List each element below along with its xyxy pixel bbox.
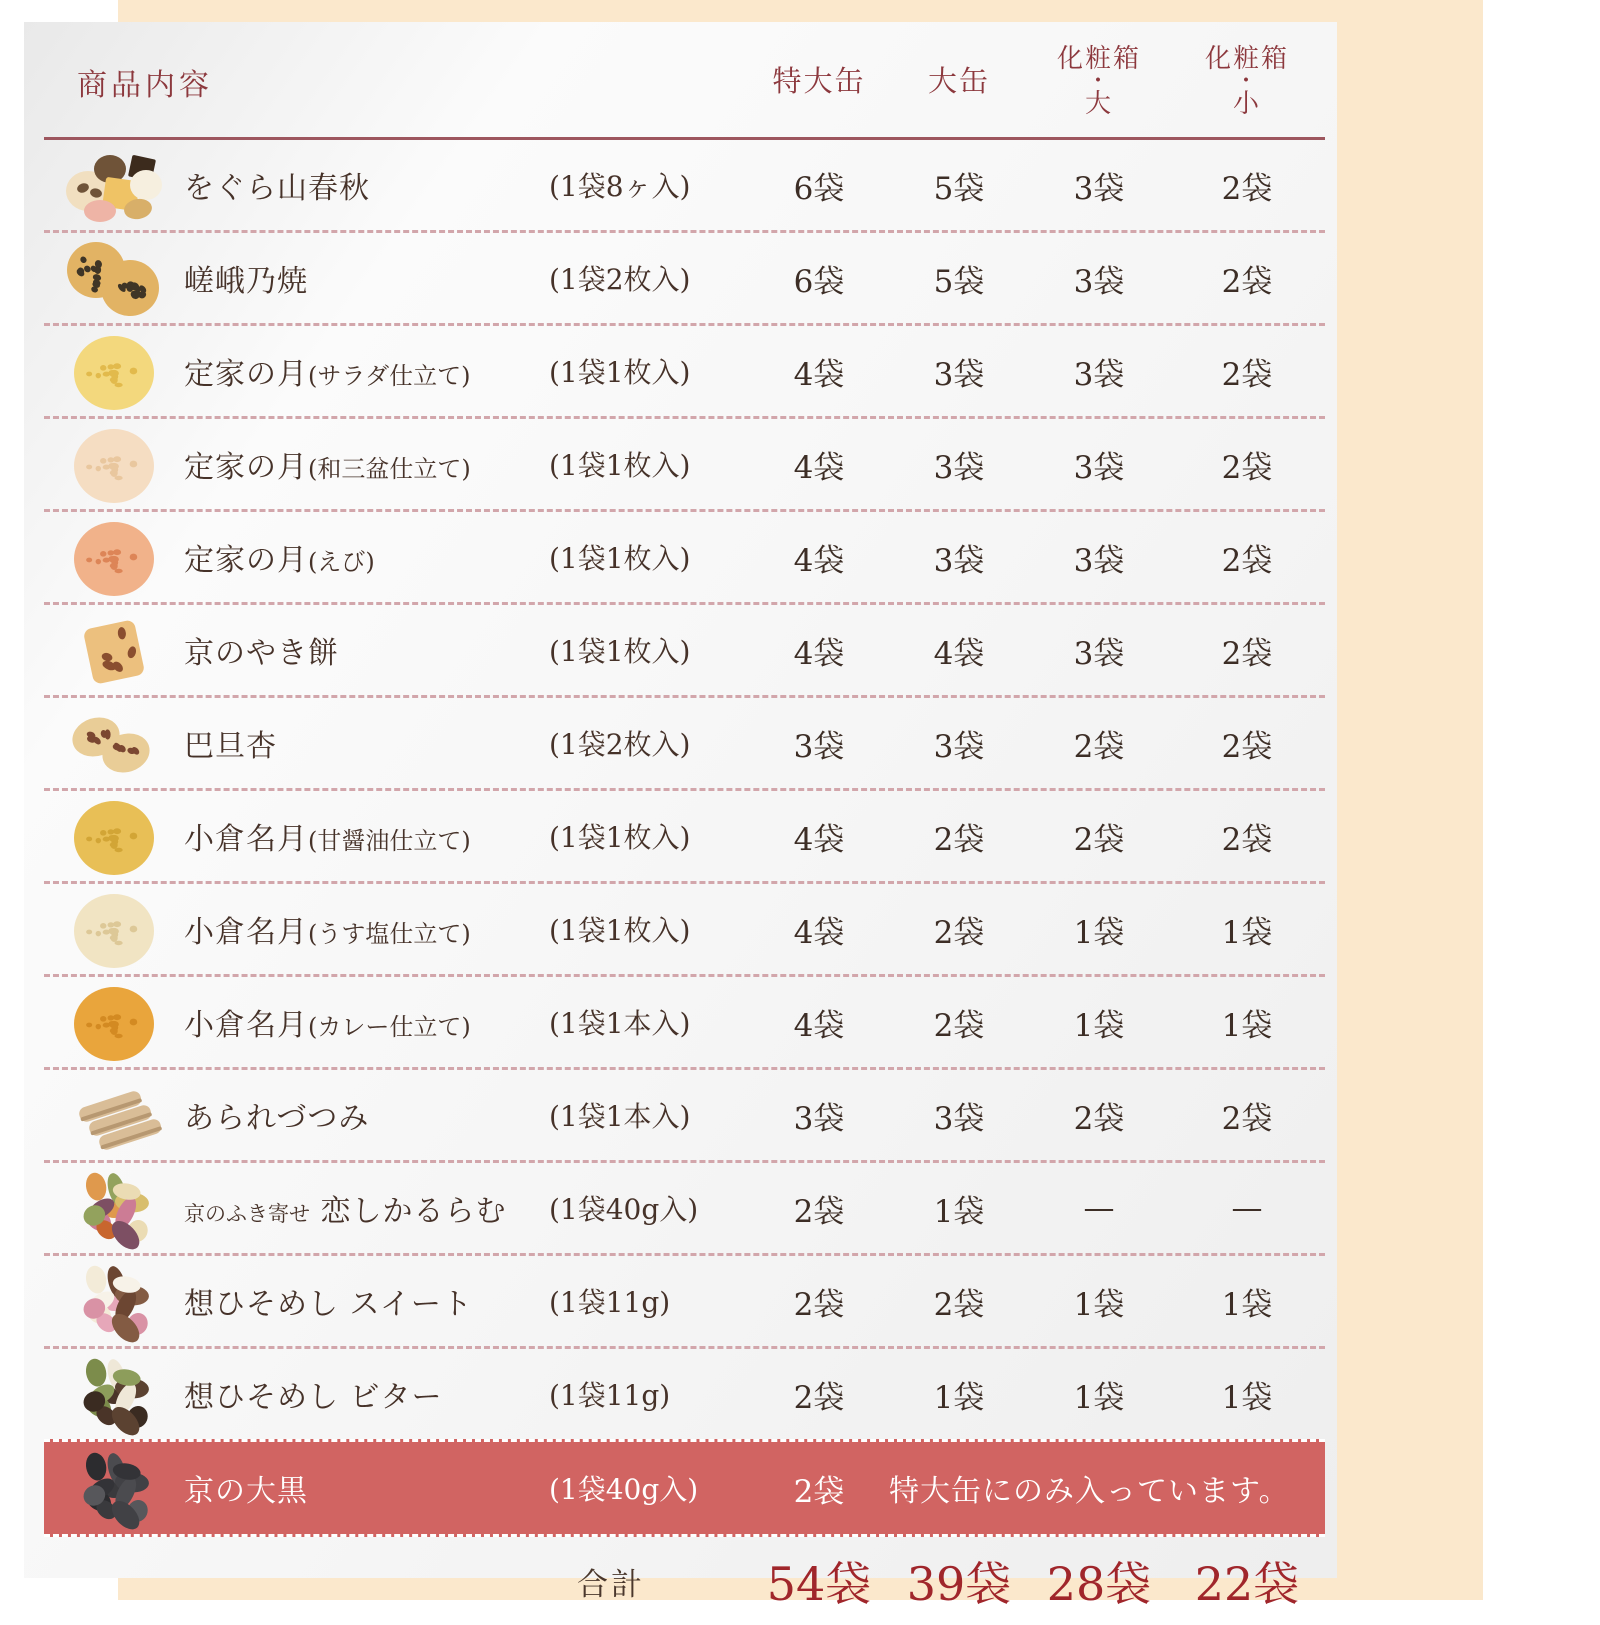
qty-keshobako-dai: 3袋 — [1073, 263, 1125, 300]
omohisomeshi-sweet-photo — [44, 1259, 184, 1343]
product-unit: (1袋1枚入) — [549, 914, 691, 947]
product-name-main: 想ひそめし スイート — [184, 1287, 473, 1322]
qty-daikan: 2袋 — [933, 914, 985, 951]
product-name-suffix: (和三盆仕立て) — [308, 455, 471, 483]
qty-tokudaikan: 3袋 — [793, 1100, 845, 1137]
qty-tokudaikan: 4袋 — [793, 542, 845, 579]
product-unit: (1袋1枚入) — [549, 635, 691, 668]
qty-daikan: 3袋 — [933, 449, 985, 486]
ogura-meigetsu-usushio-photo — [44, 887, 184, 971]
qty-tokudaikan: 2袋 — [793, 1379, 845, 1416]
product-name — [184, 721, 549, 765]
column-header-line1: 化粧箱 — [1204, 43, 1289, 74]
kyo-no-yakimochi-photo — [44, 608, 184, 692]
ogura-meigetsu-curry-photo — [44, 980, 184, 1064]
product-name-main: 京の大黒 — [184, 1474, 308, 1509]
product-unit: (1袋1枚入) — [549, 821, 691, 854]
column-header-2: 大缶 — [927, 64, 990, 99]
qty-tokudaikan: 4袋 — [793, 635, 845, 672]
qty-daikan: 1袋 — [933, 1379, 985, 1416]
column-header-4 — [1169, 43, 1325, 120]
qty-daikan: 3袋 — [933, 542, 985, 579]
qty-keshobako-sho: 2袋 — [1221, 170, 1273, 207]
ogura-meigetsu-amajoyu-photo — [44, 794, 184, 878]
highlight-note: 特大缶にのみ入っています。 — [889, 1474, 1290, 1509]
highlight-row — [44, 1439, 1325, 1537]
product-name-suffix: (カレー仕立て) — [308, 1013, 471, 1041]
column-header-line1: 化粧箱 — [1056, 43, 1141, 74]
qty-tokudaikan: 6袋 — [793, 263, 845, 300]
qty-keshobako-dai: 2袋 — [1073, 1100, 1125, 1137]
column-header-dot: ・ — [1086, 68, 1111, 94]
qty-keshobako-sho: 2袋 — [1221, 449, 1273, 486]
qty-daikan: 2袋 — [933, 1286, 985, 1323]
table-row — [44, 326, 1325, 419]
table-row — [44, 1070, 1325, 1163]
qty-tokudaikan: 2袋 — [793, 1473, 845, 1510]
qty-keshobako-dai: 3袋 — [1073, 356, 1125, 393]
qty-keshobako-sho: 2袋 — [1221, 1100, 1273, 1137]
total-keshobako-dai: 28袋 — [1046, 1557, 1152, 1611]
qty-tokudaikan: 4袋 — [793, 1007, 845, 1044]
qty-keshobako-sho: 1袋 — [1221, 1286, 1273, 1323]
qty-keshobako-sho: 2袋 — [1221, 635, 1273, 672]
kyo-no-daikoku-photo — [44, 1446, 184, 1530]
product-name-main: 小倉名月 — [184, 1008, 308, 1043]
product-name — [184, 535, 549, 579]
product-name-main: あられづつみ — [184, 1101, 370, 1136]
product-unit: (1袋11g) — [549, 1379, 671, 1412]
product-name-suffix: (うす塩仕立て) — [308, 920, 471, 948]
product-name — [184, 256, 549, 300]
product-name-main: 定家の月 — [184, 450, 308, 485]
qty-keshobako-dai: 3袋 — [1073, 635, 1125, 672]
qty-daikan: 3袋 — [933, 356, 985, 393]
product-header-label: 商品内容 — [77, 67, 213, 103]
product-unit: (1袋40g入) — [549, 1193, 699, 1226]
teika-no-tsuki-wasanbon-photo — [44, 422, 184, 506]
table-header-row — [44, 22, 1325, 140]
product-name-suffix: (甘醤油仕立て) — [308, 827, 471, 855]
qty-keshobako-sho: 1袋 — [1221, 1379, 1273, 1416]
column-header-line2: 大 — [1084, 89, 1113, 120]
qty-keshobako-dai: 1袋 — [1073, 914, 1125, 951]
product-name-main: 定家の月 — [184, 543, 308, 578]
qty-keshobako-dai: 2袋 — [1073, 728, 1125, 765]
table-row — [44, 512, 1325, 605]
product-table-panel — [24, 22, 1337, 1611]
product-name — [184, 1279, 549, 1323]
product-content-table — [44, 22, 1325, 1625]
qty-tokudaikan: 4袋 — [793, 821, 845, 858]
product-name-prefix: 京のふき寄せ — [184, 1202, 310, 1226]
product-unit: (1袋11g) — [549, 1286, 671, 1319]
product-name — [184, 163, 549, 207]
qty-keshobako-sho: 2袋 — [1221, 821, 1273, 858]
product-unit: (1袋8ヶ入) — [549, 170, 691, 203]
product-name — [184, 442, 549, 486]
product-unit: (1袋40g入) — [549, 1473, 699, 1506]
table-body — [44, 140, 1325, 1439]
qty-keshobako-dai: 3袋 — [1073, 542, 1125, 579]
qty-keshobako-sho: 1袋 — [1221, 914, 1273, 951]
saga-no-yaki-photo — [44, 236, 184, 320]
qty-keshobako-sho: — — [1231, 1190, 1263, 1226]
product-unit: (1袋2枚入) — [549, 263, 691, 296]
qty-keshobako-sho: 2袋 — [1221, 263, 1273, 300]
product-name — [184, 349, 549, 393]
qty-keshobako-dai: 3袋 — [1073, 170, 1125, 207]
hatankyo-photo — [44, 701, 184, 785]
table-row — [44, 1256, 1325, 1349]
omohisomeshi-bitter-photo — [44, 1352, 184, 1436]
teika-no-tsuki-ebi-photo — [44, 515, 184, 599]
product-name-suffix: (えび) — [308, 548, 375, 576]
table-row — [44, 140, 1325, 233]
qty-tokudaikan: 6袋 — [793, 170, 845, 207]
qty-keshobako-sho: 2袋 — [1221, 728, 1273, 765]
qty-tokudaikan: 4袋 — [793, 914, 845, 951]
arare-zutsumi-photo — [44, 1073, 184, 1157]
total-row — [44, 1537, 1325, 1625]
qty-keshobako-dai: 1袋 — [1073, 1286, 1125, 1323]
qty-keshobako-dai: — — [1083, 1190, 1115, 1226]
total-tokudaikan: 54袋 — [766, 1557, 872, 1611]
table-row — [44, 233, 1325, 326]
kyo-no-fukiyose-koishikaruramu-photo — [44, 1166, 184, 1250]
product-name-main: 小倉名月 — [184, 822, 308, 857]
table-row — [44, 1163, 1325, 1256]
table-row — [44, 605, 1325, 698]
table-row — [44, 419, 1325, 512]
table-row — [44, 698, 1325, 791]
qty-daikan: 4袋 — [933, 635, 985, 672]
ogura-yama-shunju-photo — [44, 143, 184, 227]
qty-daikan: 1袋 — [933, 1193, 985, 1230]
product-name-main: 定家の月 — [184, 357, 308, 392]
product-name-main: 恋しかるらむ — [320, 1194, 507, 1229]
product-unit: (1袋1枚入) — [549, 356, 691, 389]
total-label: 合計 — [577, 1566, 645, 1603]
qty-keshobako-sho: 2袋 — [1221, 542, 1273, 579]
product-name-main: 小倉名月 — [184, 915, 308, 950]
qty-tokudaikan: 2袋 — [793, 1286, 845, 1323]
product-name-main: 想ひそめし ビター — [184, 1380, 443, 1415]
qty-daikan: 5袋 — [933, 170, 985, 207]
qty-tokudaikan: 4袋 — [793, 356, 845, 393]
product-name-main: 嵯峨乃焼 — [184, 264, 308, 299]
qty-keshobako-dai: 1袋 — [1073, 1379, 1125, 1416]
column-header-line2: 小 — [1232, 89, 1261, 120]
qty-keshobako-dai: 1袋 — [1073, 1007, 1125, 1044]
product-name — [184, 1466, 549, 1510]
product-unit: (1袋1枚入) — [549, 449, 691, 482]
column-header-3 — [1029, 43, 1169, 120]
qty-tokudaikan: 3袋 — [793, 728, 845, 765]
qty-tokudaikan: 2袋 — [793, 1193, 845, 1230]
qty-keshobako-dai: 2袋 — [1073, 821, 1125, 858]
product-name — [184, 814, 549, 858]
product-name-suffix: (サラダ仕立て) — [308, 362, 471, 390]
qty-daikan: 3袋 — [933, 1100, 985, 1137]
product-name — [184, 1372, 549, 1416]
product-unit: (1袋2枚入) — [549, 728, 691, 761]
product-unit: (1袋1本入) — [549, 1007, 691, 1040]
qty-daikan: 3袋 — [933, 728, 985, 765]
table-row — [44, 1349, 1325, 1439]
product-name — [184, 1093, 549, 1137]
column-header-dot: ・ — [1234, 68, 1259, 94]
qty-daikan: 2袋 — [933, 821, 985, 858]
column-header-1: 特大缶 — [772, 64, 866, 99]
total-keshobako-sho: 22袋 — [1194, 1557, 1300, 1611]
product-name-main: 巴旦杏 — [184, 729, 277, 764]
table-row — [44, 977, 1325, 1070]
product-unit: (1袋1枚入) — [549, 542, 691, 575]
product-name — [184, 907, 549, 951]
qty-tokudaikan: 4袋 — [793, 449, 845, 486]
product-name-main: 京のやき餅 — [184, 636, 339, 671]
product-name-main: をぐら山春秋 — [184, 171, 370, 206]
qty-keshobako-dai: 3袋 — [1073, 449, 1125, 486]
teika-no-tsuki-salad-photo — [44, 329, 184, 413]
qty-keshobako-sho: 2袋 — [1221, 356, 1273, 393]
total-daikan: 39袋 — [906, 1557, 1012, 1611]
product-unit: (1袋1本入) — [549, 1100, 691, 1133]
table-row — [44, 884, 1325, 977]
product-name — [184, 628, 549, 672]
table-row — [44, 791, 1325, 884]
product-name — [184, 1186, 549, 1230]
qty-daikan: 5袋 — [933, 263, 985, 300]
qty-keshobako-sho: 1袋 — [1221, 1007, 1273, 1044]
qty-daikan: 2袋 — [933, 1007, 985, 1044]
product-name — [184, 1000, 549, 1044]
